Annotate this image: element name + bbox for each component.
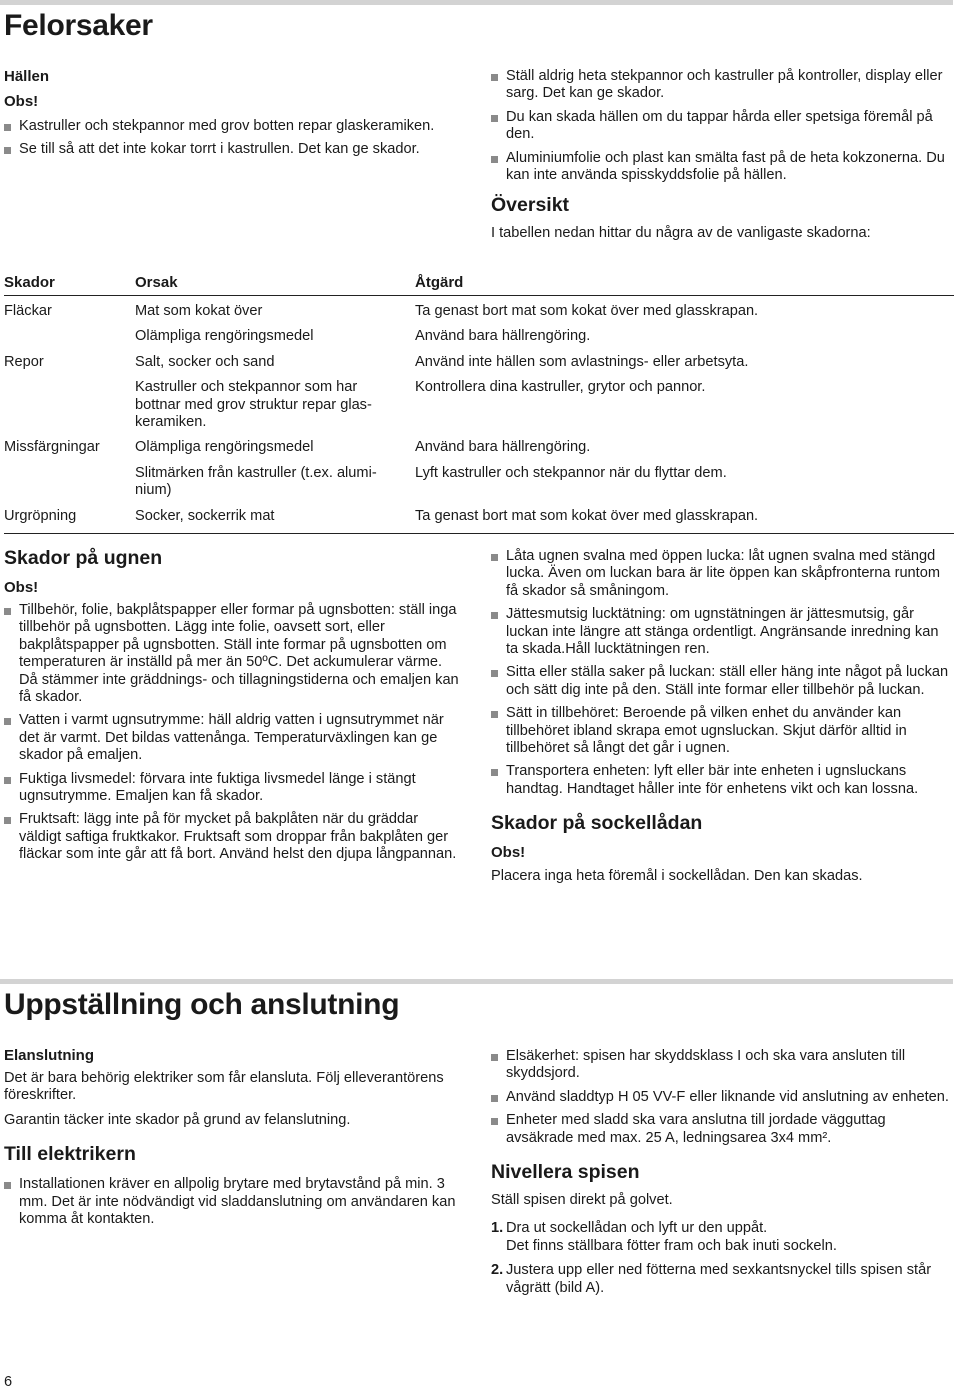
step-item xyxy=(491,1262,953,1297)
sockel-obs-label: Obs! xyxy=(491,844,526,862)
ugnen-right-bullets xyxy=(491,548,953,798)
elanslutning-heading: Elanslutning xyxy=(4,1047,94,1064)
table-row xyxy=(4,379,954,439)
hallen-heading: Hällen xyxy=(4,68,50,85)
list-item: Vatten i varmt ugnsutrymme: häll aldrig vatten i ugnsutrymmet när det är varmt. Det bildas vattenånga. Temperaturväxlingen kan ge skador på emaljen. xyxy=(4,712,462,764)
damage-table xyxy=(4,273,954,534)
step-number: 2. xyxy=(491,1262,504,1279)
install-right-column xyxy=(491,1048,953,1304)
list-item: Kastruller och stekpannor med grov botten repar glaskeramiken. xyxy=(4,118,459,135)
list-item: Enheter med sladd ska vara anslutna till jordade vägguttag avsäkrade med max. 25 A, ledningsarea 3x4 mm². xyxy=(491,1112,953,1147)
hallen-right-column xyxy=(491,68,953,243)
list-item: Transportera enheten: lyft eller bär inte enheten i ugnsluckans handtag. Handtaget håller inte för enhetens vikt och kan lossna. xyxy=(491,763,953,798)
ugnen-left-bullets xyxy=(4,602,462,864)
ugnen-obs-label: Obs! xyxy=(4,579,39,596)
cell-orsak: Olämpliga rengöringsmedel xyxy=(135,328,314,345)
hallen-obs-label: Obs! xyxy=(4,93,39,110)
table-row xyxy=(4,296,954,329)
section-rule-top xyxy=(0,0,953,5)
cell-atgard: Använd bara hällrengöring. xyxy=(415,328,591,345)
cell-orsak: Socker, sockerrik mat xyxy=(135,507,275,524)
list-item: Aluminiumfolie och plast kan smälta fast på de heta kokzonerna. Du kan inte använda spisskyddsfolie på hällen. xyxy=(491,150,953,185)
cell-orsak: Salt, socker och sand xyxy=(135,353,275,370)
elanslutning-p1: Det är bara behörig elektriker som får elansluta. Följ elleverantörens föreskrifter. xyxy=(4,1070,444,1104)
list-item: Se till så att det inte kokar torrt i kastrullen. Det kan ge skador. xyxy=(4,141,459,158)
column-header-orsak: Orsak xyxy=(135,273,178,291)
step-item xyxy=(491,1220,953,1255)
cell-atgard: Använd inte hällen som avlastnings- eller arbetsyta. xyxy=(415,353,749,370)
hallen-left-column xyxy=(4,68,459,165)
table-row xyxy=(4,439,954,464)
table-row xyxy=(4,354,954,379)
nivellera-heading: Nivellera spisen xyxy=(491,1161,640,1184)
cell-skada xyxy=(4,465,135,508)
table-row xyxy=(4,465,954,508)
list-item: Fruktsaft: lägg inte på för mycket på bakplåten när du gräddar väldigt saftiga fruktkakor. Fruktsaft som droppar från bakplåten ger fläckar som inte går att få bort. Använd helst den djupa långpannan. xyxy=(4,811,462,863)
install-left-column xyxy=(4,1047,462,1234)
list-item: Elsäkerhet: spisen har skyddsklass I och ska vara ansluten till skyddsjord. xyxy=(491,1048,953,1083)
install-right-bullets xyxy=(491,1048,953,1147)
elektrikern-heading: Till elektrikern xyxy=(4,1143,136,1166)
section-title-uppstallning: Uppställning och anslutning xyxy=(4,988,400,1021)
section-rule-middle xyxy=(0,979,953,984)
list-item: Låta ugnen svalna med öppen lucka: låt ugnen svalna med stängd lucka. Även om luckan bara är lite öppen kan skåpfronterna runtom få skador så småningom. xyxy=(491,548,953,600)
list-item: Ställ aldrig heta stekpannor och kastruller på kontroller, display eller sarg. Det kan ge skador. xyxy=(491,68,953,103)
oversikt-heading: Översikt xyxy=(491,194,570,217)
step-number: 1. xyxy=(491,1220,504,1237)
cell-orsak: Olämpliga rengöringsmedel xyxy=(135,439,314,456)
ugnen-heading: Skador på ugnen xyxy=(4,547,163,569)
list-item: Du kan skada hällen om du tappar hårda eller spetsiga föremål på den. xyxy=(491,109,953,144)
section-title-felorsaker: Felorsaker xyxy=(4,9,153,42)
list-item: Sitta eller ställa saker på luckan: ställ eller häng inte något på luckan och sätt dig inte på den. Ställ inte formar eller tillbehör på luckan. xyxy=(491,664,953,699)
nivellera-intro: Ställ spisen direkt på golvet. xyxy=(491,1192,673,1209)
cell-skada xyxy=(4,379,135,439)
cell-atgard: Använd bara hällrengöring. xyxy=(415,439,591,456)
table-header-row xyxy=(4,273,954,296)
sockel-text: Placera inga heta föremål i sockellådan. Den kan skadas. xyxy=(491,868,863,885)
cell-skada: Missfärgningar xyxy=(4,439,100,456)
page-number: 6 xyxy=(4,1374,13,1390)
step-subtext: Det finns ställbara fötter fram och bak inuti sockeln. xyxy=(506,1237,837,1254)
nivellera-steps xyxy=(491,1220,953,1297)
cell-skada: Fläckar xyxy=(4,303,52,319)
cell-skada: Repor xyxy=(4,353,44,370)
list-item: Sätt in tillbehöret: Beroende på vilken enhet du använder kan tillbehöret ibland skrapa emot ugnsluckan. Skjut därför alltid in tillbehöret så långt det går i ugnen. xyxy=(491,705,953,757)
cell-skada: Urgröpning xyxy=(4,507,77,524)
cell-orsak: Mat som kokat över xyxy=(135,303,263,319)
list-item: Använd sladdtyp H 05 VV-F eller liknande vid anslutning av enheten. xyxy=(491,1089,953,1106)
cell-atgard: Kontrollera dina kastruller, grytor och pannor. xyxy=(415,379,706,396)
cell-orsak: Slitmärken från kastruller (t.ex. alumi-nium) xyxy=(135,464,377,499)
cell-orsak: Kastruller och stekpannor som har bottnar med grov struktur repar glas-keramiken. xyxy=(135,379,372,431)
step-text: Justera upp eller ned fötterna med sexkantsnyckel tills spisen står vågrätt (bild A). xyxy=(506,1262,932,1296)
table-row xyxy=(4,328,954,353)
cell-atgard: Ta genast bort mat som kokat över med glasskrapan. xyxy=(415,303,759,319)
column-header-atgard: Åtgärd xyxy=(415,273,464,291)
cell-skada xyxy=(4,328,135,353)
oversikt-intro: I tabellen nedan hittar du några av de vanligaste skadorna: xyxy=(491,225,871,242)
elanslutning-p2: Garantin täcker inte skador på grund av felanslutning. xyxy=(4,1111,351,1128)
ugnen-left-column xyxy=(4,547,462,870)
sockel-heading: Skador på sockellådan xyxy=(491,812,703,835)
list-item: Installationen kräver en allpolig brytare med brytavstånd på min. 3 mm. Det är inte nödvändigt vid sladdanslutning om användaren kan komma åt kontakten. xyxy=(4,1176,462,1228)
cell-atgard: Ta genast bort mat som kokat över med glasskrapan. xyxy=(415,507,759,524)
hallen-left-bullets xyxy=(4,118,459,159)
list-item: Tillbehör, folie, bakplåtspapper eller formar på ugnsbotten: ställ inga tillbehör på ugnsbotten. Lägg inte folie, oavsett sort, eller bakplåtspapper på ugnsbotten. Ställ inte formar på ugnsbotten om temperaturen är inställd på mer än 50ºC. Det ackumulerar värme. Då stämmer inte gräddnings- och tillagningstiderna och emaljen kan få skador. xyxy=(4,602,462,706)
table-row xyxy=(4,508,954,534)
elektrikern-bullets xyxy=(4,1176,462,1228)
list-item: Fuktiga livsmedel: förvara inte fuktiga livsmedel länge i stängt ugnsutrymme. Emaljen kan få skador. xyxy=(4,771,462,806)
cell-atgard: Lyft kastruller och stekpannor när du flyttar dem. xyxy=(415,464,727,481)
ugnen-right-column xyxy=(491,548,953,886)
column-header-skador: Skador xyxy=(4,273,55,291)
hallen-right-bullets xyxy=(491,68,953,184)
step-text: Dra ut sockellådan och lyft ur den uppåt. xyxy=(506,1220,768,1237)
list-item: Jättesmutsig lucktätning: om ugnstätningen är jättesmutsig, går luckan inte längre att stänga ordentligt. Angränsande inredning kan ta skada.Håll lucktätningen ren. xyxy=(491,606,953,658)
